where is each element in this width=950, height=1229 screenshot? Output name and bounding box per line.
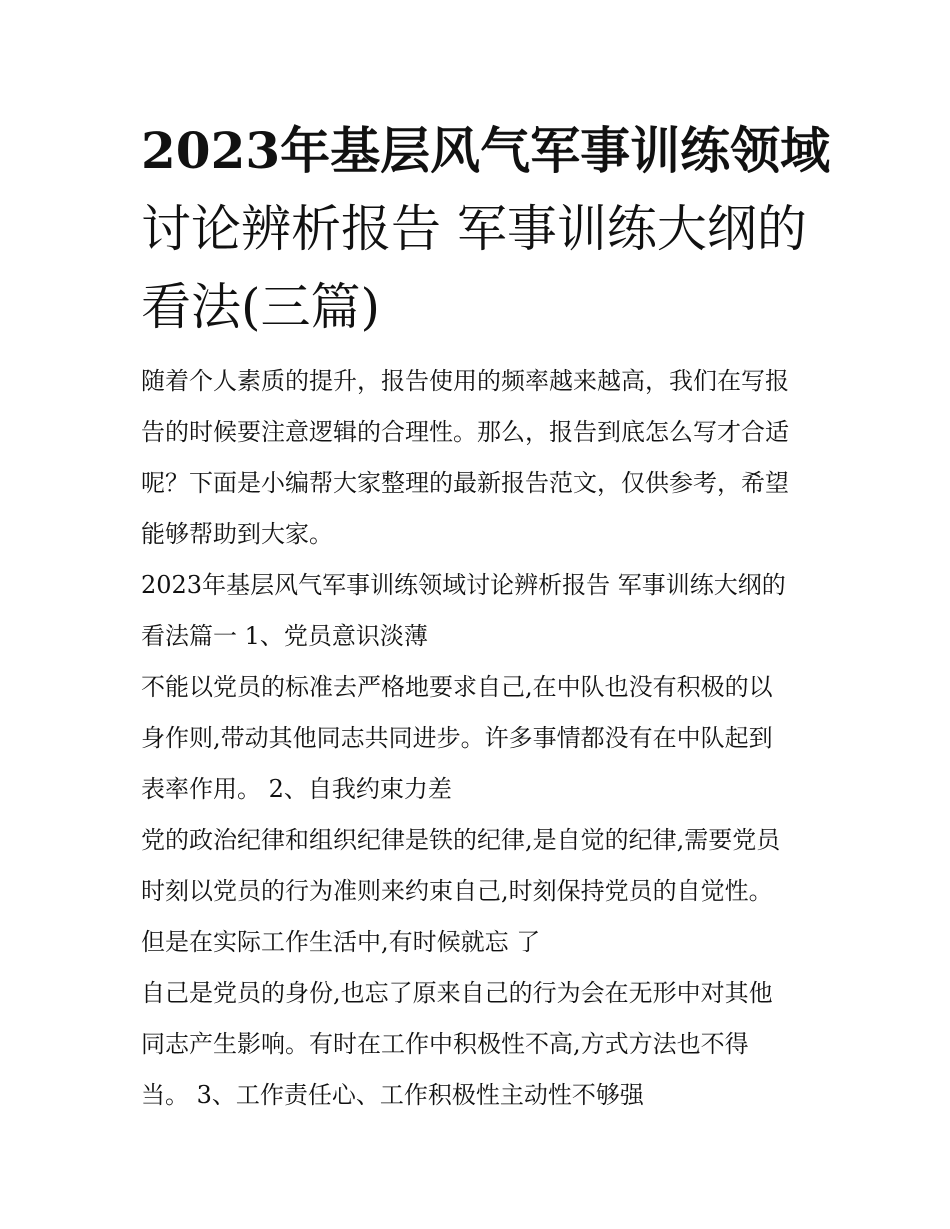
text-line: 能够帮助到大家。 (141, 520, 333, 548)
title-line: 看法(三篇) (141, 278, 381, 336)
text-line: 呢？下面是小编帮大家整理的最新报告范文，仅供参考，希望 (141, 469, 789, 497)
document-title (141, 112, 831, 346)
text-line: 不能以党员的标准去严格地要求自己,在中队也没有积极的以 (141, 673, 773, 701)
text-line: 自己是党员的身份,也忘了原来自己的行为会在无形中对其他 (141, 979, 773, 1007)
text-line: 随着个人素质的提升，报告使用的频率越来越高，我们在写报 (141, 367, 789, 395)
text-line: 时刻以党员的行为准则来约束自己,时刻保持党员的自觉性。 (141, 877, 773, 905)
body-paragraph (141, 662, 821, 815)
text-line: 看法篇一 1、党员意识淡薄 (141, 622, 428, 650)
section-heading-paragraph (141, 560, 821, 662)
title-line: 讨论辨析报告 军事训练大纲的 (141, 200, 807, 258)
text-line: 告的时候要注意逻辑的合理性。那么，报告到底怎么写才合适 (141, 418, 789, 446)
text-line: 同志产生影响。有时在工作中积极性不高,方式方法也不得 (141, 1030, 749, 1058)
text-line: 但是在实际工作生活中,有时候就忘 了 (141, 928, 541, 956)
text-line: 党的政治纪律和组织纪律是铁的纪律,是自觉的纪律,需要党员 (141, 826, 781, 854)
title-line: 2023年基层风气军事训练领域 (141, 121, 831, 180)
body-paragraph (141, 968, 821, 1121)
text-line: 2023年基层风气军事训练领域讨论辨析报告 军事训练大纲的 (141, 571, 786, 599)
body-paragraph (141, 815, 821, 968)
document-body (141, 356, 821, 1121)
text-line: 身作则,带动其他同志共同进步。许多事情都没有在中队起到 (141, 724, 773, 752)
text-line: 当。 3、工作责任心、工作积极性主动性不够强 (141, 1081, 644, 1109)
intro-paragraph (141, 356, 821, 560)
text-line: 表率作用。 2、自我约束力差 (141, 775, 452, 803)
